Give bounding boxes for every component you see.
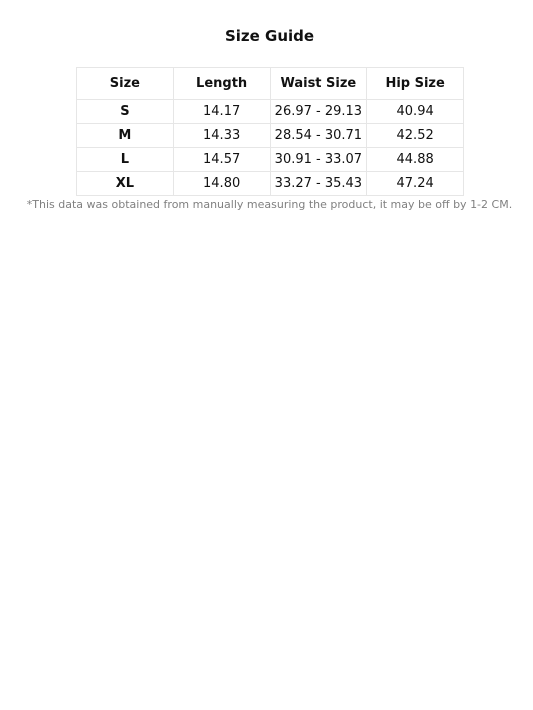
header-hip-size: Hip Size xyxy=(367,68,464,100)
hip-cell: 40.94 xyxy=(367,100,464,124)
table-row xyxy=(77,148,464,172)
waist-cell: 30.91 - 33.07 xyxy=(270,148,367,172)
header-waist-size: Waist Size xyxy=(270,68,367,100)
hip-cell: 42.52 xyxy=(367,124,464,148)
length-cell: 14.33 xyxy=(173,124,270,148)
size-cell: S xyxy=(77,100,174,124)
size-cell: M xyxy=(77,124,174,148)
waist-cell: 26.97 - 29.13 xyxy=(270,100,367,124)
header-length: Length xyxy=(173,68,270,100)
header-size: Size xyxy=(77,68,174,100)
measurement-footnote: *This data was obtained from manually measuring the product, it may be off by 1-2 CM. xyxy=(26,198,513,211)
size-table xyxy=(76,67,464,196)
table-header-row xyxy=(77,68,464,100)
length-cell: 14.80 xyxy=(173,172,270,196)
page-title: Size Guide xyxy=(224,27,315,45)
table-row xyxy=(77,100,464,124)
size-cell: XL xyxy=(77,172,174,196)
length-cell: 14.57 xyxy=(173,148,270,172)
table-row xyxy=(77,124,464,148)
length-cell: 14.17 xyxy=(173,100,270,124)
waist-cell: 33.27 - 35.43 xyxy=(270,172,367,196)
table-row xyxy=(77,172,464,196)
waist-cell: 28.54 - 30.71 xyxy=(270,124,367,148)
size-cell: L xyxy=(77,148,174,172)
hip-cell: 44.88 xyxy=(367,148,464,172)
hip-cell: 47.24 xyxy=(367,172,464,196)
